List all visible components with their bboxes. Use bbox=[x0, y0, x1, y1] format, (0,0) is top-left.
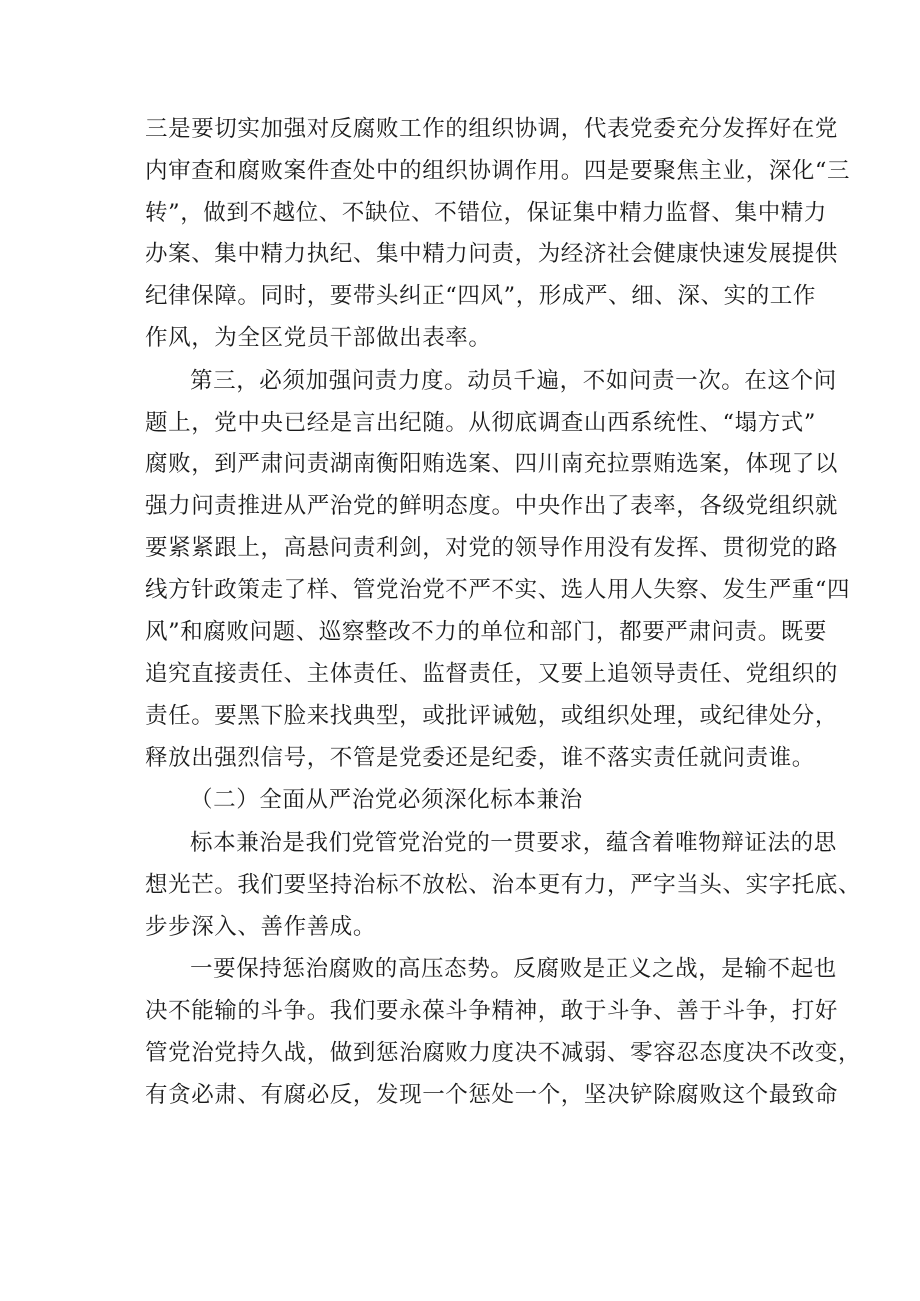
text-line: 步步深入、善作善成。 bbox=[145, 914, 377, 940]
paragraph-first-line: 第三，必须加强问责力度。动员千遍，不如问责一次。在这个问 bbox=[190, 368, 837, 394]
text-line: 纪律保障。同时，要带头纠正“四风”，形成严、细、深、实的工作 bbox=[145, 283, 817, 309]
text-line: 办案、集中精力执纪、集中精力问责，为经济社会健康快速发展提供 bbox=[145, 241, 839, 267]
text-line: 转”，做到不越位、不缺位、不错位，保证集中精力监督、集中精力 bbox=[145, 200, 828, 226]
text-line: 线方针政策走了样、管党治党不严不实、选人用人失察、发生严重“四 bbox=[145, 577, 851, 603]
text-line: 题上，党中央已经是言出纪随。从彻底调查山西系统性、“塌方式” bbox=[145, 410, 817, 436]
text-line: 腐败，到严肃问责湖南衡阳贿选案、四川南充拉票贿选案，体现了以 bbox=[145, 451, 839, 477]
paragraph-first-line: 一要保持惩治腐败的高压态势。反腐败是正义之战，是输不起也 bbox=[190, 956, 837, 982]
text-line: 三是要切实加强对反腐败工作的组织协调，代表党委充分发挥好在党 bbox=[145, 116, 839, 142]
text-line: 强力问责推进从严治党的鲜明态度。中央作出了表率，各级党组织就 bbox=[145, 493, 839, 519]
section-heading: （二）全面从严治党必须深化标本兼治 bbox=[190, 787, 583, 813]
paragraph-first-line: 标本兼治是我们党管党治党的一贯要求，蕴含着唯物辩证法的思 bbox=[190, 830, 837, 856]
text-line: 释放出强烈信号，不管是党委还是纪委，谁不落实责任就问责谁。 bbox=[145, 745, 815, 771]
text-line: 作风，为全区党员干部做出表率。 bbox=[145, 325, 492, 351]
text-line: 风”和腐败问题、巡察整改不力的单位和部门，都要严肃问责。既要 bbox=[145, 619, 828, 645]
text-line: 决不能输的斗争。我们要永葆斗争精神，敢于斗争、善于斗争，打好 bbox=[145, 998, 839, 1024]
text-line: 内审查和腐败案件查处中的组织协调作用。四是要聚焦主业，深化“三 bbox=[145, 158, 851, 184]
text-line: 要紧紧跟上，高悬问责利剑，对党的领导作用没有发挥、贯彻党的路 bbox=[145, 535, 839, 561]
text-line: 管党治党持久战，做到惩治腐败力度决不减弱、零容忍态度决不改变， bbox=[145, 1040, 862, 1066]
text-line: 有贪必肃、有腐必反，发现一个惩处一个，坚决铲除腐败这个最致命 bbox=[145, 1082, 839, 1108]
text-line: 追究直接责任、主体责任、监督责任，又要上追领导责任、党组织的 bbox=[145, 661, 839, 687]
text-line: 责任。要黑下脸来找典型，或批评诫勉，或组织处理，或纪律处分， bbox=[145, 703, 839, 729]
text-line: 想光芒。我们要坚持治标不放松、治本更有力，严字当头、实字托底、 bbox=[145, 872, 862, 898]
